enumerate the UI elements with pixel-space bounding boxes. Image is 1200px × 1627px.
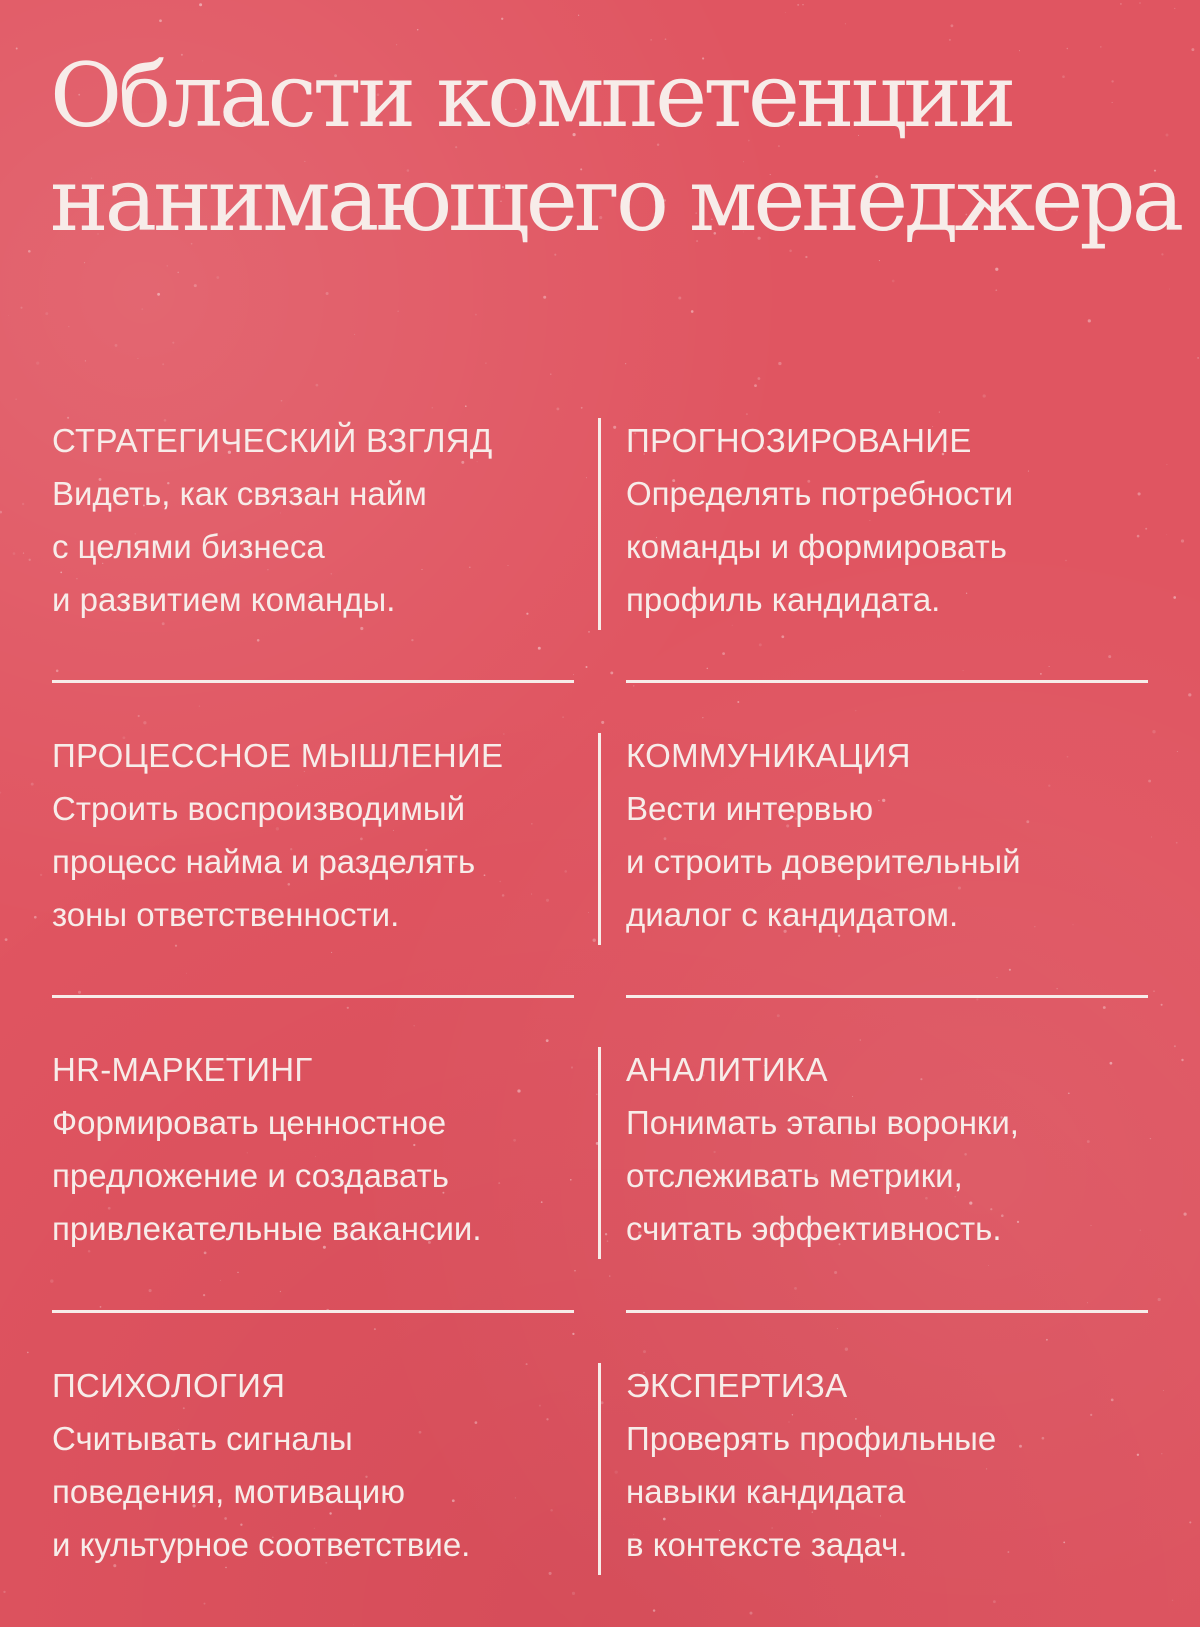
row-divider (626, 680, 1148, 683)
row-divider (52, 995, 574, 998)
competency-heading: ПРОЦЕССНОЕ МЫШЛЕНИЕ (52, 737, 504, 774)
competency-description-line: профиль кандидата. (626, 581, 941, 618)
competency-heading: СТРАТЕГИЧЕСКИЙ ВЗГЛЯД (52, 422, 493, 459)
competency-description-line: поведения, мотивацию (52, 1473, 405, 1510)
competency-heading: КОММУНИКАЦИЯ (626, 737, 911, 774)
competency-description-line: Формировать ценностное (52, 1104, 447, 1141)
competency-description-line: в контексте задач. (626, 1526, 908, 1563)
competency-description-line: Определять потребности (626, 475, 1014, 512)
competency-description-line: Проверять профильные (626, 1420, 997, 1457)
competency-card-psychology (52, 1366, 572, 1571)
competency-description (52, 1096, 572, 1255)
competency-card-process-thinking (52, 736, 572, 941)
page-title-line-2: нанимающего менеджера (50, 148, 1181, 251)
competency-description-line: диалог с кандидатом. (626, 896, 959, 933)
competency-description-line: и строить доверительный (626, 843, 1021, 880)
row-divider (626, 1310, 1148, 1313)
competency-description (626, 782, 1146, 941)
competency-card-analytics (626, 1050, 1146, 1255)
competency-description (626, 1412, 1146, 1571)
page-title-line-1: Области компетенции (50, 44, 1013, 147)
competency-card-forecasting (626, 421, 1146, 626)
competency-description (52, 1412, 572, 1571)
competency-description-line: Считывать сигналы (52, 1420, 353, 1457)
competency-description-line: Видеть, как связан найм (52, 475, 427, 512)
competency-heading: ПРОГНОЗИРОВАНИЕ (626, 422, 972, 459)
competency-description-line: предложение и создавать (52, 1157, 449, 1194)
competency-description-line: Строить воспроизводимый (52, 790, 466, 827)
competency-card-communication (626, 736, 1146, 941)
competency-card-hr-marketing (52, 1050, 572, 1255)
competency-description-line: Понимать этапы воронки, (626, 1104, 1019, 1141)
competency-description-line: зоны ответственности. (52, 896, 400, 933)
competency-description-line: привлекательные вакансии. (52, 1210, 482, 1247)
competency-description-line: навыки кандидата (626, 1473, 906, 1510)
column-divider (598, 1047, 601, 1259)
competency-heading: ПСИХОЛОГИЯ (52, 1367, 286, 1404)
competency-description-line: и развитием команды. (52, 581, 396, 618)
competency-description-line: отслеживать метрики, (626, 1157, 963, 1194)
competency-description (626, 467, 1146, 626)
competency-description-line: команды и формировать (626, 528, 1007, 565)
competency-description-line: Вести интервью (626, 790, 874, 827)
row-divider (626, 995, 1148, 998)
competency-heading: ЭКСПЕРТИЗА (626, 1367, 848, 1404)
row-divider (52, 1310, 574, 1313)
column-divider (598, 733, 601, 945)
competency-card-expertise (626, 1366, 1146, 1571)
competency-description (52, 782, 572, 941)
column-divider (598, 418, 601, 630)
competency-description (626, 1096, 1146, 1255)
competency-description-line: с целями бизнеса (52, 528, 325, 565)
competency-description-line: процесс найма и разделять (52, 843, 476, 880)
competency-heading: АНАЛИТИКА (626, 1051, 828, 1088)
competency-description-line: считать эффективность. (626, 1210, 1002, 1247)
competency-description-line: и культурное соответствие. (52, 1526, 471, 1563)
row-divider (52, 680, 574, 683)
column-divider (598, 1363, 601, 1575)
competency-description (52, 467, 572, 626)
competency-heading: HR-МАРКЕТИНГ (52, 1051, 313, 1088)
competency-card-strategic-view (52, 421, 572, 626)
